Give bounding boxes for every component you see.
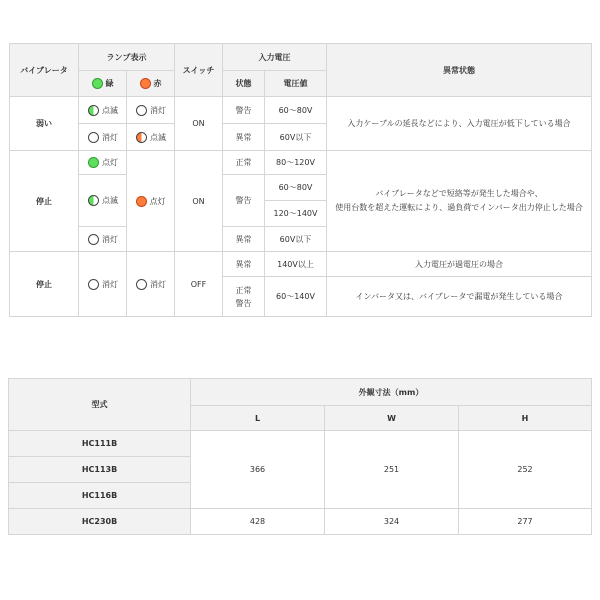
- header-h: H: [459, 406, 592, 431]
- voltage-cell: 60〜140V: [265, 277, 327, 317]
- lamp-cell: 点滅: [127, 124, 175, 151]
- header-lamp-green: 緑: [79, 71, 127, 97]
- lamp-off-icon: [88, 234, 99, 245]
- voltage-cell: 60〜80V: [265, 175, 327, 201]
- header-input-voltage: 入力電圧: [223, 44, 327, 71]
- header-voltage-value: 電圧値: [265, 71, 327, 97]
- row-stop1-vibrator: 停止: [10, 151, 79, 252]
- header-abnormal: 異常状態: [327, 44, 592, 97]
- lamp-off-icon: [88, 279, 99, 290]
- abnormal-cell: 入力電圧が過電圧の場合: [327, 252, 592, 277]
- voltage-cell: 120〜140V: [265, 201, 327, 227]
- dimension-table: [8, 378, 592, 535]
- state-cell: 異常: [223, 252, 265, 277]
- voltage-cell: 60V以下: [265, 227, 327, 252]
- header-w: W: [325, 406, 459, 431]
- header-model: 型式: [9, 379, 191, 431]
- status-table: [9, 43, 592, 317]
- state-cell: 警告: [223, 97, 265, 124]
- lamp-cell: 消灯: [127, 252, 175, 317]
- row-stop2-vibrator: 停止: [10, 252, 79, 317]
- dim-l-cell: 428: [191, 509, 325, 535]
- red-lamp-icon: [140, 78, 151, 89]
- state-cell: 正常: [223, 151, 265, 175]
- lamp-off-icon: [136, 279, 147, 290]
- green-on-lamp-icon: [88, 157, 99, 168]
- lamp-cell: 点滅: [79, 97, 127, 124]
- lamp-off-icon: [88, 132, 99, 143]
- abnormal-cell: インバータ又は、バイブレータで漏電が発生している場合: [327, 277, 592, 317]
- green-blink-lamp-icon: [88, 195, 99, 206]
- lamp-cell: 点滅: [79, 175, 127, 227]
- switch-cell: ON: [175, 97, 223, 151]
- lamp-off-icon: [136, 105, 147, 116]
- switch-cell: ON: [175, 151, 223, 252]
- dim-w-cell: 324: [325, 509, 459, 535]
- header-lamp: ランプ表示: [79, 44, 175, 71]
- model-cell: HC113B: [9, 457, 191, 483]
- green-blink-lamp-icon: [88, 105, 99, 116]
- model-cell: HC116B: [9, 483, 191, 509]
- switch-cell: OFF: [175, 252, 223, 317]
- dim-h-cell: 252: [459, 431, 592, 509]
- header-switch: スイッチ: [175, 44, 223, 97]
- voltage-cell: 140V以上: [265, 252, 327, 277]
- model-cell: HC230B: [9, 509, 191, 535]
- lamp-cell: 消灯: [127, 97, 175, 124]
- state-cell: 異常: [223, 124, 265, 151]
- lamp-cell: 点灯: [79, 151, 127, 175]
- dim-h-cell: 277: [459, 509, 592, 535]
- voltage-cell: 60〜80V: [265, 97, 327, 124]
- state-cell: 警告: [223, 175, 265, 227]
- row-weak-vibrator: 弱い: [10, 97, 79, 151]
- abnormal-cell: 入力ケーブルの延長などにより、入力電圧が低下している場合: [327, 97, 592, 151]
- model-cell: HC111B: [9, 431, 191, 457]
- header-dims: 外観寸法（mm）: [191, 379, 592, 406]
- state-cell: 正常 警告: [223, 277, 265, 317]
- voltage-cell: 80〜120V: [265, 151, 327, 175]
- header-vibrator: バイブレータ: [10, 44, 79, 97]
- header-state: 状態: [223, 71, 265, 97]
- header-lamp-red: 赤: [127, 71, 175, 97]
- lamp-cell: 消灯: [79, 252, 127, 317]
- lamp-cell: 消灯: [79, 227, 127, 252]
- green-lamp-icon: [92, 78, 103, 89]
- voltage-cell: 60V以下: [265, 124, 327, 151]
- lamp-cell: 消灯: [79, 124, 127, 151]
- state-cell: 異常: [223, 227, 265, 252]
- dim-w-cell: 251: [325, 431, 459, 509]
- red-blink-lamp-icon: [136, 132, 147, 143]
- red-on-lamp-icon: [136, 196, 147, 207]
- header-l: L: [191, 406, 325, 431]
- dim-l-cell: 366: [191, 431, 325, 509]
- lamp-cell: 点灯: [127, 151, 175, 252]
- abnormal-cell: バイブレータなどで短絡等が発生した場合や、 使用台数を超えた運転により、過負荷でインバータ出力停止した場合: [327, 151, 592, 252]
